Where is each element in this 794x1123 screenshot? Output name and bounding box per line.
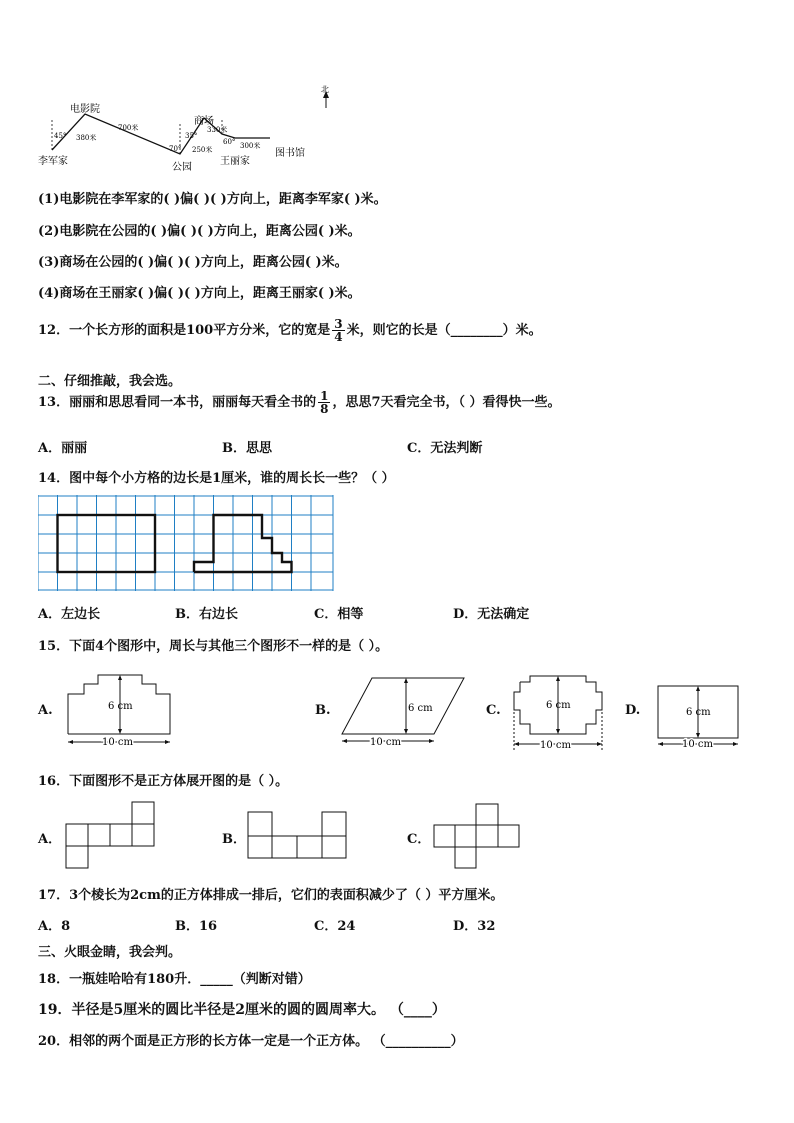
q11-sub3: (3)商场在公园的( )偏( )( )方向上，距离公园( )米。: [38, 255, 348, 270]
q15-figure-d: [654, 674, 744, 750]
question-16: 16．下面图形不是正方体展开图的是（ ）。: [38, 774, 289, 789]
q17-option-d[interactable]: D．32: [453, 919, 496, 934]
q15-figure-a: [64, 672, 176, 750]
q11-sub1: (1)电影院在李军家的( )偏( )( )方向上，距离李军家( )米。: [38, 192, 387, 207]
q12-text-post: 米，则它的长是（________）米。: [346, 323, 542, 338]
q15-figure-b: [338, 674, 468, 750]
q11-sub2: (2)电影院在公园的( )偏( )( )方向上，距离公园( )米。: [38, 224, 361, 239]
q15-label-b[interactable]: B.: [315, 703, 331, 718]
q14-option-b[interactable]: B．右边长: [175, 607, 238, 622]
left-rectangle: [58, 515, 156, 572]
q12-text-pre: 12．一个长方形的面积是100平方分米，它的宽是: [38, 323, 331, 338]
q17-option-a[interactable]: A．8: [38, 919, 71, 934]
direction-map: [30, 80, 330, 175]
place-library: 图书馆: [275, 148, 305, 159]
q16-net-b: [246, 810, 350, 862]
q16-net-c: [432, 802, 522, 870]
right-shape: [194, 515, 292, 572]
q13-option-a[interactable]: A．丽丽: [38, 441, 88, 456]
north-label: 北: [321, 85, 329, 94]
angle-label: 60°: [223, 138, 236, 146]
grid-figure: [38, 495, 334, 593]
q13-option-c[interactable]: C．无法判断: [407, 441, 483, 456]
q15-label-a[interactable]: A.: [38, 703, 53, 718]
place-mall: 商场: [194, 116, 214, 127]
section-2-heading: 二、仔细推敲，我会选。: [38, 374, 182, 389]
height-label: 6 cm: [546, 700, 571, 711]
q15-label-c[interactable]: C.: [486, 703, 501, 718]
q15-label-d[interactable]: D.: [625, 703, 641, 718]
place-cinema: 电影院: [70, 104, 100, 115]
distance-label: 250米: [192, 146, 213, 154]
distance-label: 330米: [207, 126, 228, 134]
question-19: 19．半径是5厘米的圆比半径是2厘米的圆的圆周率大。 （____）: [38, 1002, 446, 1018]
width-label: 10 cm: [370, 737, 401, 748]
angle-label: 45°: [54, 132, 67, 140]
place-lijun-home: 李军家: [38, 156, 68, 167]
q17-option-b[interactable]: B．16: [175, 919, 218, 934]
q14-option-c[interactable]: C．相等: [314, 607, 364, 622]
q11-sub4: (4)商场在王丽家( )偏( )( )方向上，距离王丽家( )米。: [38, 286, 361, 301]
place-park: 公园: [172, 162, 192, 173]
q15-figure-c: [508, 672, 608, 752]
angle-label: 70°: [169, 145, 182, 153]
q14-option-a[interactable]: A．左边长: [38, 607, 101, 622]
width-label: 10 cm: [540, 740, 571, 751]
section-3-heading: 三、火眼金睛，我会判。: [38, 945, 182, 960]
q17-option-c[interactable]: C．24: [314, 919, 356, 934]
q16-label-a[interactable]: A．: [38, 832, 62, 847]
question-15: 15．下面4个图形中，周长与其他三个图形不一样的是（ ）。: [38, 639, 389, 654]
q16-net-a: [62, 800, 157, 870]
question-14: 14．图中每个小方格的边长是1厘米，谁的周长长一些？（ ）: [38, 471, 395, 486]
q13-option-b[interactable]: B．思思: [222, 441, 272, 456]
question-12: [38, 318, 542, 343]
distance-label: 700米: [118, 124, 139, 132]
distance-label: 380米: [76, 134, 97, 142]
width-label: 10 cm: [682, 739, 713, 750]
fraction: $\frac{3}{4}$: [334, 317, 343, 344]
question-18: 18．一瓶娃哈哈有180升．_____（判断对错）: [38, 972, 311, 987]
height-label: 6 cm: [686, 707, 711, 718]
height-label: 6 cm: [108, 701, 133, 712]
fraction: $\frac{1}{8}$: [320, 389, 329, 416]
angle-label: 35°: [185, 132, 198, 140]
question-13: 13．丽丽和思思看同一本书，丽丽每天看全书的 $\frac{1}{8}$ ，思思7天看完全书，（ ）看得快一些。: [38, 389, 561, 416]
q16-label-b[interactable]: B．: [222, 832, 246, 847]
question-17: 17．3个棱长为2cm的正方体排成一排后，它们的表面积减少了（ ）平方厘米。: [38, 888, 504, 903]
width-label: 10 cm: [102, 737, 133, 748]
place-wangli-home: 王丽家: [220, 156, 250, 167]
question-20: 20．相邻的两个面是正方形的长方体一定是一个正方体。 （__________）: [38, 1034, 464, 1049]
q14-option-d[interactable]: D．无法确定: [453, 607, 530, 622]
q16-label-c[interactable]: C．: [407, 832, 431, 847]
distance-label: 300米: [240, 142, 261, 150]
height-label: 6 cm: [408, 703, 433, 714]
